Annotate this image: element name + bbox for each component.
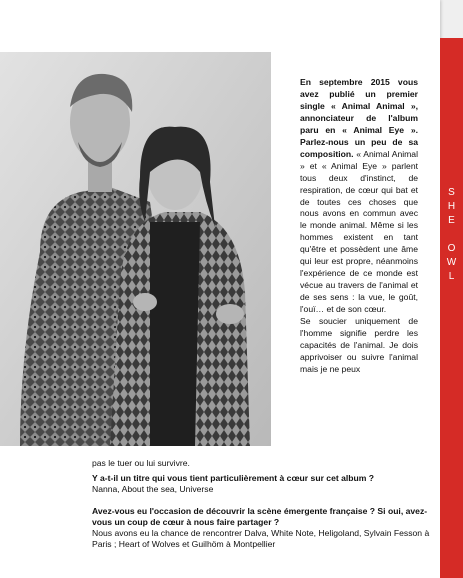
- qa-block-1: [92, 473, 432, 495]
- portrait-photo-duo-icon: [0, 52, 271, 446]
- sidebar-letter: H: [447, 201, 456, 212]
- sidebar-letter: L: [448, 271, 455, 282]
- answer-2: Nanna, About the sea, Universe: [92, 484, 214, 494]
- answer-1-continued: Se soucier uniquement de l'homme signifie perdre les capacités de l'animal. Je dois apprivoiser ou suivre l'animal mais je ne peux: [300, 316, 418, 374]
- answer-3: Nous avons eu la chance de rencontrer Dalva, White Note, Heligoland, Sylvain Fesson à Paris ; Heart of Wolves et Guilhöm à Montpellier: [92, 528, 430, 549]
- sidebar-title: [440, 186, 463, 284]
- question-1: En septembre 2015 vous avez publié un premier single « Animal Animal », annonciateur de l'album paru en « Animal Eye ». Parlez-nous un peu de sa composition.: [300, 77, 418, 159]
- sidebar-letter: O: [447, 243, 456, 254]
- sidebar-letter: [440, 228, 463, 242]
- band-photo: [0, 52, 271, 446]
- sidebar-letter: W: [446, 257, 457, 268]
- sidebar-letter: E: [448, 215, 455, 226]
- question-3: Avez-vous eu l'occasion de découvrir la scène émergente française ? Si oui, avez-vous un coup de cœur à nous faire partager ?: [92, 506, 428, 527]
- answer-1: « Animal Animal » et « Animal Eye » parlent tous deux d'instinct, de respiration, de cœur qui bat et de toutes ces choses que nous avons en commun avec le monde animal. Même si les hommes existent en tant qu'être et possèdent une âme qui leur est propre, néanmoins l'expérience de ce monde est vécue au travers de l'animal et de ses sens : la vue, le goût, l'ouï… et de son cœur.: [300, 148, 418, 315]
- article-text: [300, 77, 418, 316]
- interview-article: [300, 77, 418, 376]
- section-sidebar: [440, 38, 463, 578]
- answer-1-tail: pas le tuer ou lui survivre.: [92, 458, 190, 468]
- qa-block-2: [92, 506, 432, 550]
- question-2: Y a-t-il un titre qui vous tient particulièrement à cœur sur cet album ?: [92, 473, 375, 483]
- sidebar-letter: S: [448, 187, 455, 198]
